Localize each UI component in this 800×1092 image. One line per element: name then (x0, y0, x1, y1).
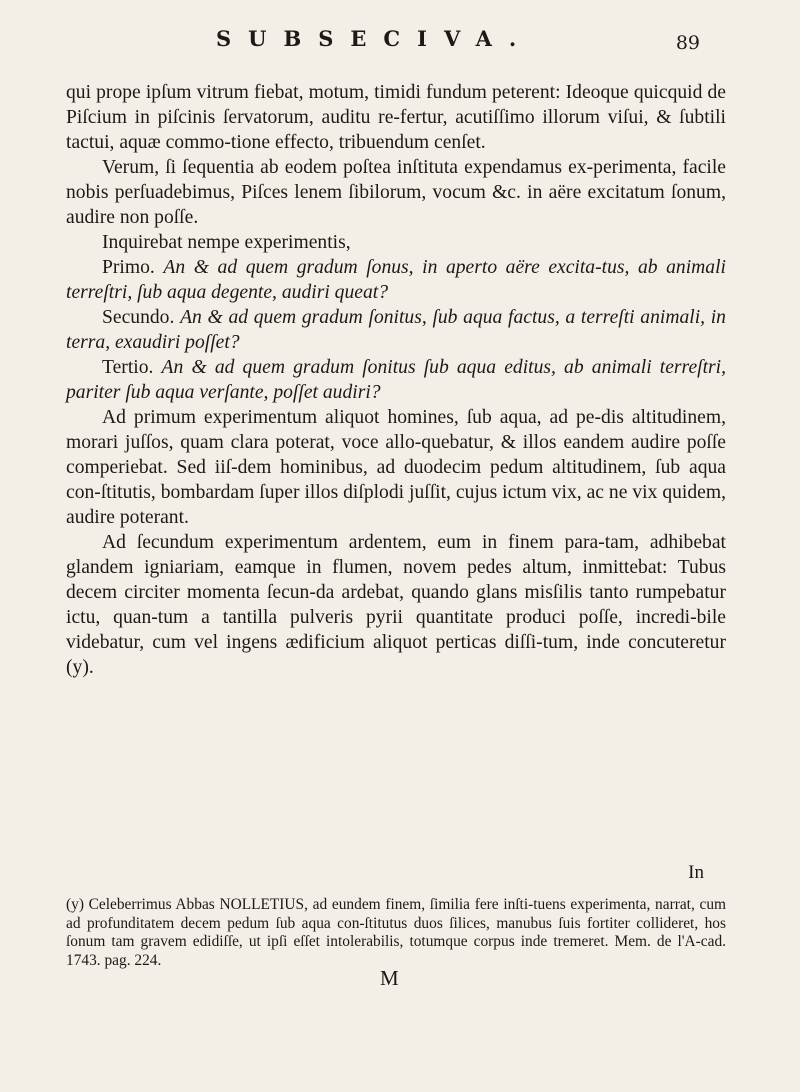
paragraph-5: Ad ſecundum experimentum ardentem, eum in finem para-tam, adhibebat glandem igniariam, eamque in flumen, novem pedes altum, inmittebat: Tubus decem circiter momenta ſecun-da ardebat, quando glans misſilis tanto rumpebatur ictu, quan-tum a tantilla pulveris pyrii quantitate produci poſſe, incredi-bile videbatur, cum vel ingens ædificium aliquot perticas diſſi-tum, inde concuteretur (y). (66, 532, 726, 678)
paragraph-2: Verum, ſi ſequentia ab eodem poſtea inſtituta expendamus ex-perimenta, facile nobis perſuadebimus, Piſces lenem ſibilorum, vocum &c. in aëre excitatum ſonum, audire non poſſe. (66, 157, 726, 228)
catchword: In (688, 862, 704, 883)
running-title: SUBSECIVA. (216, 26, 534, 51)
question-2-text: An & ad quem gradum ſonitus, ſub aqua factus, a terreſti animali, in terra, exaudiri poſſet? (66, 307, 726, 353)
question-1-text: An & ad quem gradum ſonus, in aperto aëre excita-tus, ab animali terreſtri, ſub aqua degente, audiri queat? (66, 257, 726, 303)
question-3-label: Tertio. (102, 357, 154, 378)
question-2 (66, 305, 726, 355)
question-1 (66, 255, 726, 305)
paragraph-1: qui prope ipſum vitrum fiebat, motum, timidi fundum peterent: Ideoque quicquid de Piſcium in piſcinis ſervatorum, auditu re-fertur, acutiſſimo illorum viſui, & ſubtili tactui, aquæ commo-tione effecto, tribuendum cenſet. (66, 82, 726, 153)
signature-mark: M (380, 966, 399, 990)
question-2-label: Secundo. (102, 307, 175, 328)
footnote-text: (y) Celeberrimus Abbas NOLLETIUS, ad eundem finem, ſimilia fere inſti-tuens experimenta, narrat, cum ad profunditatem decem pedum ſub aqua con-ſtitutus duos ſilices, manubus ſuis fortiter collideret, hos ſonum tam gravem edidiſſe, ut ipſi eſſet intolerabilis, totumque corpus inde tremeret. Mem. de l'A-cad. 1743. pag. 224. (66, 896, 726, 969)
question-3-text: An & ad quem gradum ſonitus ſub aqua editus, ab animali terreſtri, pariter ſub aqua verſante, poſſet audiri? (66, 357, 726, 403)
paragraph-3: Inquirebat nempe experimentis, (102, 232, 351, 253)
question-3 (66, 355, 726, 405)
footnote (66, 896, 726, 970)
page-number: 89 (675, 32, 700, 54)
question-1-label: Primo. (102, 257, 155, 278)
main-text (66, 80, 726, 680)
paragraph-4: Ad primum experimentum aliquot homines, ſub aqua, ad pe-dis altitudinem, morari juſſos, quam clara poterat, voce allo-quebatur, & illos eandem audire poſſe comperiebat. Sed iiſ-dem hominibus, ad duodecim pedum altitudinem, ſub aqua con-ſtitutis, bombardam ſuper illos diſplodi juſſit, cujus ictum vix, ac ne vix quidem, audire poterant. (66, 407, 726, 528)
